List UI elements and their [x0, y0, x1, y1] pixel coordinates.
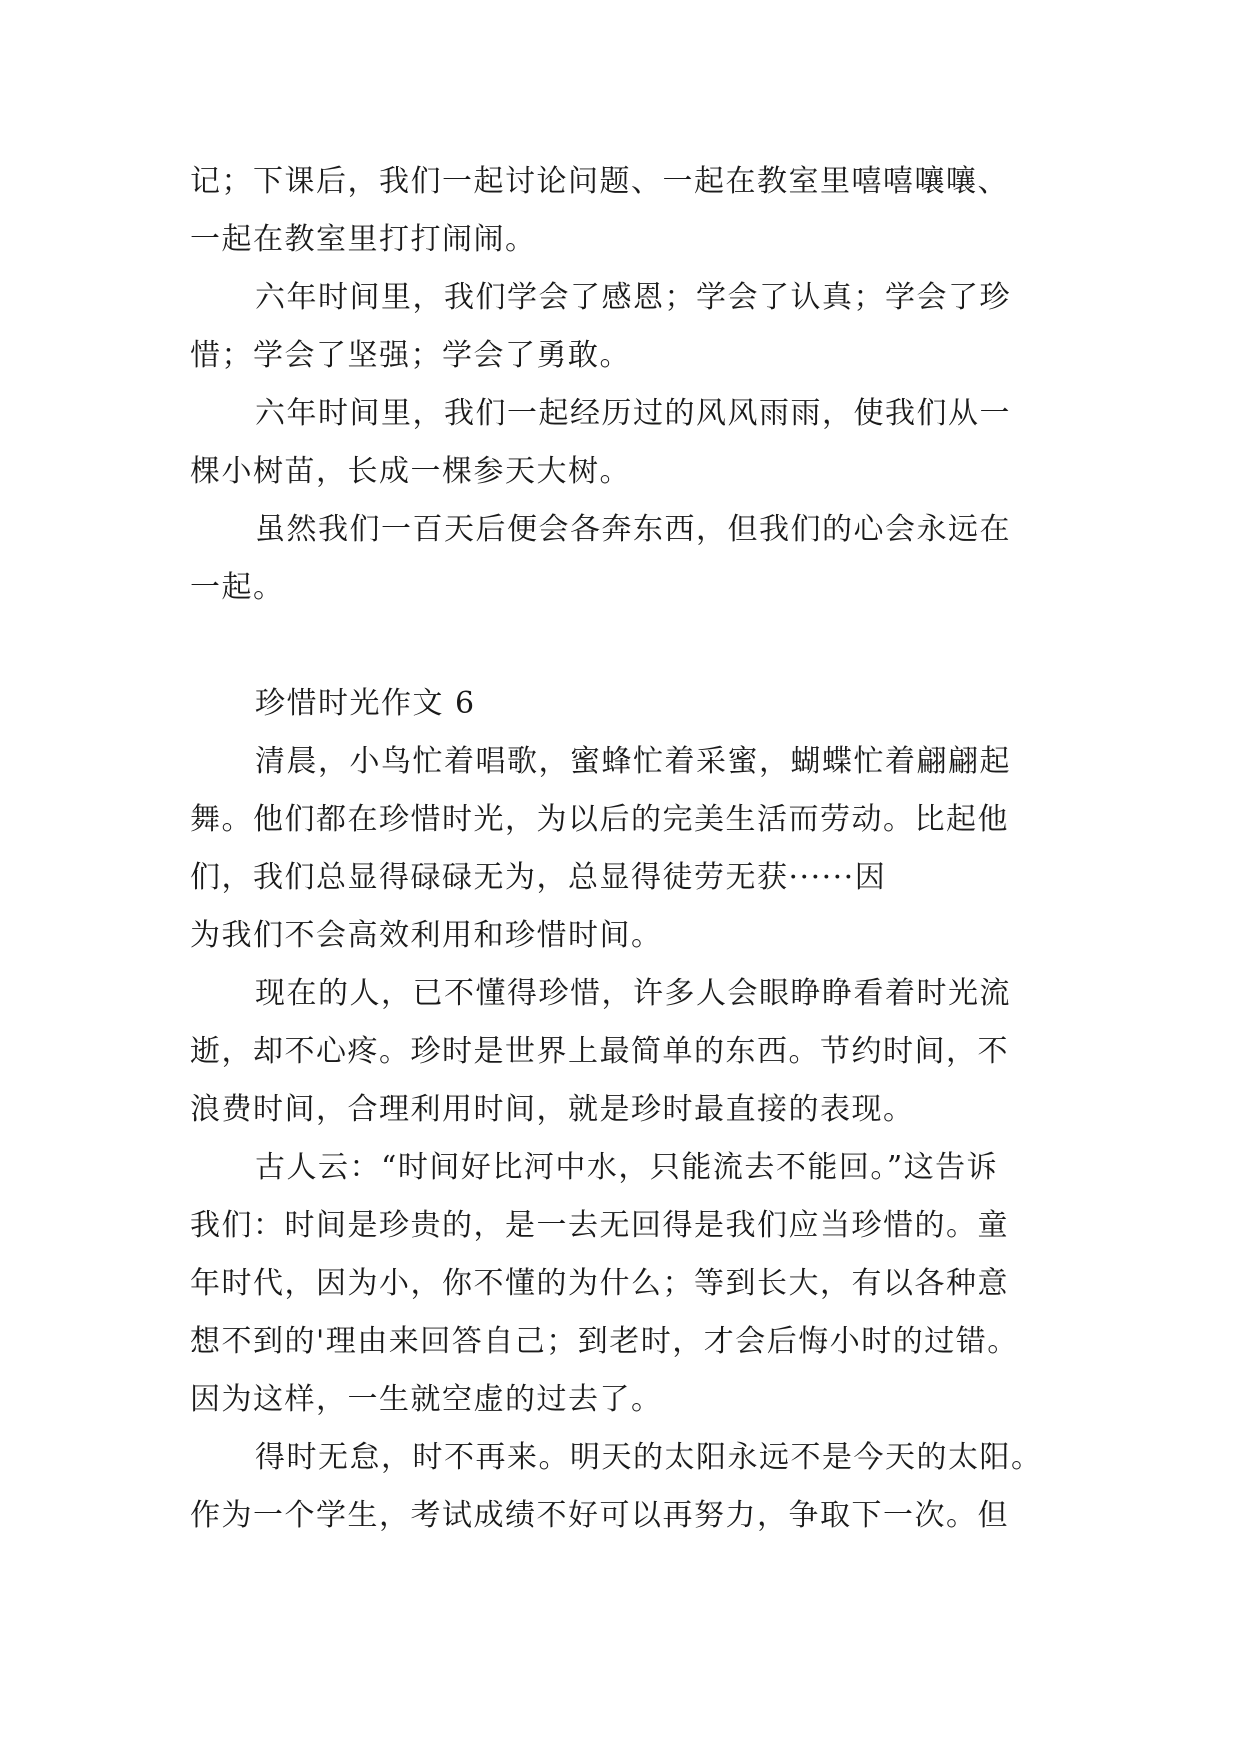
text-line: 为我们不会高效利用和珍惜时间。 [190, 918, 663, 953]
paragraph-start: 六年时间里，我们一起经历过的风风雨雨，使我们从一 [255, 396, 1011, 431]
paragraph-start: 古人云：“时间好比河中水，只能流去不能回。”这告诉 [255, 1150, 999, 1185]
text-line: 浪费时间，合理利用时间，就是珍时最直接的表现。 [190, 1092, 915, 1127]
text-line: 惜；学会了坚强；学会了勇敢。 [190, 338, 631, 373]
paragraph-start: 现在的人，已不懂得珍惜，许多人会眼睁睁看着时光流 [255, 976, 1011, 1011]
paragraph-start: 得时无怠，时不再来。明天的太阳永远不是今天的太阳。 [255, 1440, 1043, 1475]
text-line: 棵小树苗，长成一棵参天大树。 [190, 454, 631, 489]
paragraph-start: 清晨，小鸟忙着唱歌，蜜蜂忙着采蜜，蝴蝶忙着翩翩起 [255, 744, 1011, 779]
text-line: 年时代，因为小，你不懂的为什么；等到长大，有以各种意 [190, 1266, 1009, 1301]
text-line: 我们：时间是珍贵的，是一去无回得是我们应当珍惜的。童 [190, 1208, 1009, 1243]
section-heading: 珍惜时光作文 6 [255, 686, 476, 721]
text-line: 一起在教室里打打闹闹。 [190, 222, 537, 257]
text-line: 作为一个学生，考试成绩不好可以再努力，争取下一次。但 [190, 1498, 1009, 1533]
paragraph-start: 六年时间里，我们学会了感恩；学会了认真；学会了珍 [255, 280, 1011, 315]
text-line: 舞。他们都在珍惜时光，为以后的完美生活而劳动。比起他 [190, 802, 1009, 837]
text-line: 因为这样，一生就空虚的过去了。 [190, 1382, 663, 1417]
text-line: 记；下课后，我们一起讨论问题、一起在教室里嘻嘻嚷嚷、 [190, 164, 1009, 199]
text-line: 想不到的'理由来回答自己；到老时，才会后悔小时的过错。 [190, 1324, 1019, 1359]
text-line: 们，我们总显得碌碌无为，总显得徒劳无获······因 [190, 860, 887, 895]
text-line: 逝，却不心疼。珍时是世界上最简单的东西。节约时间，不 [190, 1034, 1009, 1069]
text-line: 一起。 [190, 570, 285, 605]
paragraph-start: 虽然我们一百天后便会各奔东西，但我们的心会永远在 [255, 512, 1011, 547]
